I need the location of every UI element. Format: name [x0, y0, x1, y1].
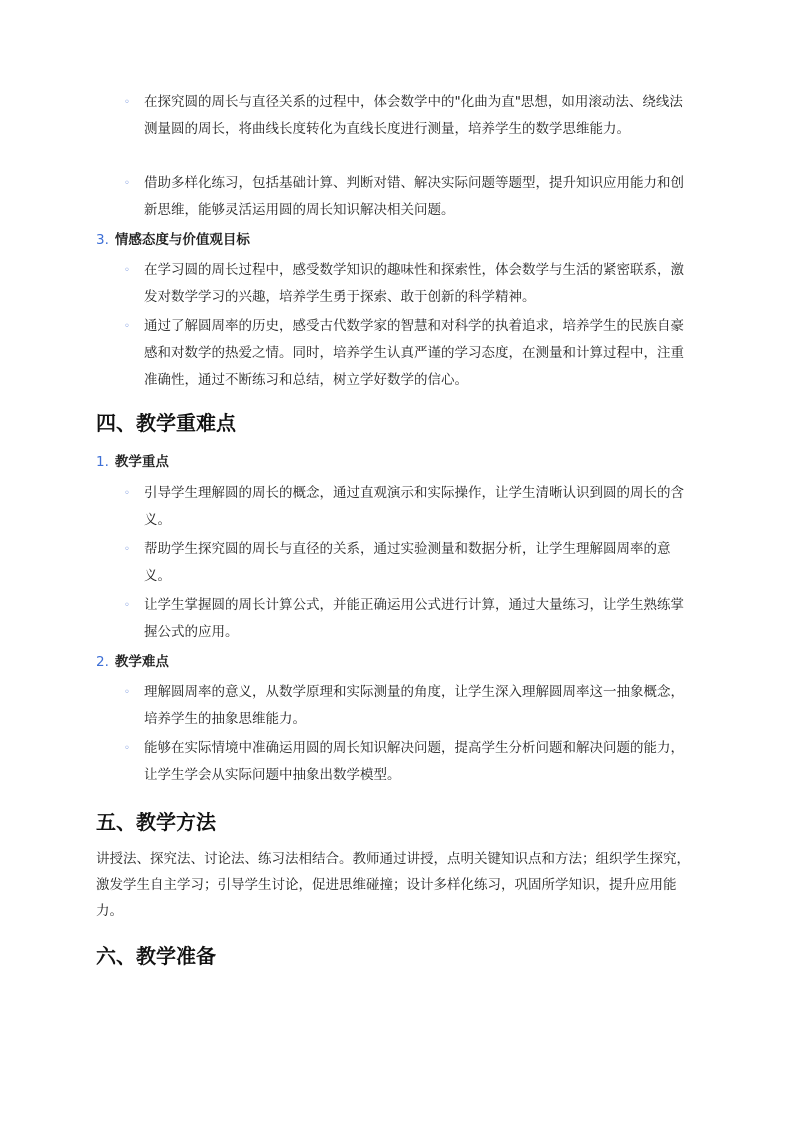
- list-item: [124, 679, 696, 733]
- numbered-item: [96, 652, 169, 672]
- list-item-text: 通过了解圆周率的历史，感受古代数学家的智慧和对科学的执着追求，培养学生的民族自豪感和对数学的热爱之情。同时，培养学生认真严谨的学习态度，在测量和计算过程中，注重准确性，通过不断练习和总结，树立学好数学的信心。: [144, 318, 684, 388]
- list-item: [124, 536, 696, 590]
- list-item-text: 能够在实际情境中准确运用圆的周长知识解决问题，提高学生分析问题和解决问题的能力，让学生学会从实际问题中抽象出数学模型。: [144, 740, 684, 783]
- bullet-icon: ◦: [124, 97, 130, 108]
- bullet-icon: ◦: [124, 265, 130, 276]
- list-item: [124, 89, 696, 143]
- list-item-text: 帮助学生探究圆的周长与直径的关系，通过实验测量和数据分析，让学生理解圆周率的意义。: [144, 541, 671, 584]
- list-item-text: 在学习圆的周长过程中，感受数学知识的趣味性和探索性，体会数学与生活的紧密联系，激发对数学学习的兴趣，培养学生勇于探索、敢于创新的科学精神。: [144, 262, 684, 305]
- list-item-text: 理解圆周率的意义，从数学原理和实际测量的角度，让学生深入理解圆周率这一抽象概念，培养学生的抽象思维能力。: [144, 684, 684, 727]
- numbered-item: [96, 452, 169, 472]
- bullet-icon: ◦: [124, 544, 130, 555]
- list-item-text: 让学生掌握圆的周长计算公式，并能正确运用公式进行计算，通过大量练习，让学生熟练掌握公式的应用。: [144, 597, 684, 640]
- bullet-icon: ◦: [124, 321, 130, 332]
- item-number: 1.: [96, 454, 109, 470]
- item-title: 教学重点: [114, 454, 169, 470]
- list-item: [124, 170, 696, 224]
- list-item: [124, 592, 696, 646]
- bullet-icon: ◦: [124, 488, 130, 499]
- list-item-text: 引导学生理解圆的周长的概念，通过直观演示和实际操作，让学生清晰认识到圆的周长的含义。: [144, 485, 684, 528]
- section-heading: 四、教学重难点: [96, 411, 236, 435]
- item-title: 教学难点: [114, 654, 169, 670]
- paragraph: 讲授法、探究法、讨论法、练习法相结合。教师通过讲授，点明关键知识点和方法；组织学生探究，激发学生自主学习；引导学生讨论，促进思维碰撞；设计多样化练习，巩固所学知识，提升应用能力。: [96, 851, 690, 919]
- list-item: [124, 257, 696, 311]
- list-item: [124, 735, 696, 789]
- list-item: [124, 313, 696, 394]
- item-number: 3.: [96, 232, 109, 248]
- section-heading: 五、教学方法: [96, 810, 216, 834]
- bullet-icon: ◦: [124, 178, 130, 189]
- bullet-icon: ◦: [124, 600, 130, 611]
- list-item-text: 在探究圆的周长与直径关系的过程中，体会数学中的"化曲为直"思想，如用滚动法、绕线法测量圆的周长，将曲线长度转化为直线长度进行测量，培养学生的数学思维能力。: [144, 94, 683, 137]
- bullet-icon: ◦: [124, 687, 130, 698]
- section-heading: 六、教学准备: [96, 944, 216, 968]
- list-item: [124, 480, 696, 534]
- bullet-icon: ◦: [124, 743, 130, 754]
- numbered-item: [96, 230, 250, 250]
- item-number: 2.: [96, 654, 109, 670]
- item-title: 情感态度与价值观目标: [114, 232, 250, 248]
- list-item-text: 借助多样化练习，包括基础计算、判断对错、解决实际问题等题型，提升知识应用能力和创新思维，能够灵活运用圆的周长知识解决相关问题。: [144, 175, 684, 218]
